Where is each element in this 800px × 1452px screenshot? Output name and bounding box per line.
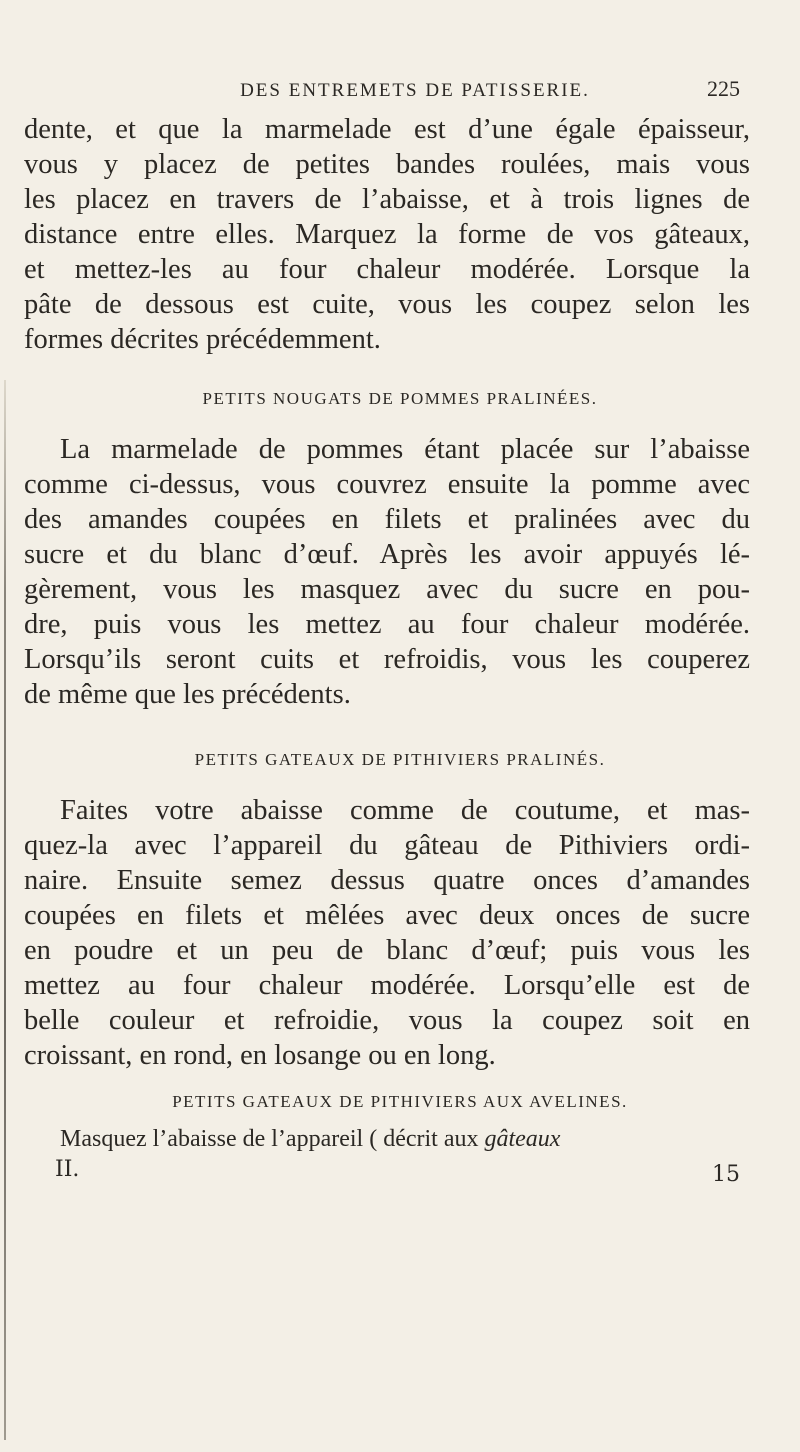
text-line: en poudre et un peu de blanc d’œuf; puis vous les: [24, 935, 750, 966]
text-line: naire. Ensuite semez dessus quatre onces d’amandes: [24, 865, 750, 896]
text-line: pâte de dessous est cuite, vous les coupez selon les: [24, 289, 750, 320]
text-line: les placez en travers de l’abaisse, et à trois lignes de: [24, 184, 750, 215]
signature-mark: II.: [55, 1157, 80, 1182]
text-line: croissant, en rond, en losange ou en long.: [24, 1040, 496, 1071]
text-line: Masquez l’abaisse de l’appareil ( décrit aux: [60, 1126, 485, 1152]
text-line: Faites votre abaisse comme de coutume, et mas-: [60, 795, 750, 826]
text-line: belle couleur et refroidie, vous la coupez soit en: [24, 1005, 750, 1036]
italic-word: gâteaux: [484, 1126, 561, 1152]
text-line: vous y placez de petites bandes roulées, mais vous: [24, 149, 750, 180]
text-line: La marmelade de pommes étant placée sur l’abaisse: [60, 434, 750, 465]
pithiviers-pralines-paragraph: [24, 793, 750, 1073]
text-line: des amandes coupées en filets et pralinées avec du: [24, 504, 750, 535]
page-gutter-shadow: [4, 380, 6, 1440]
text-line: et mettez-les au four chaleur modérée. Lorsque la: [24, 254, 750, 285]
nougats-paragraph: [24, 432, 750, 712]
text-line: quez-la avec l’appareil du gâteau de Pithiviers ordi-: [24, 830, 750, 861]
text-line: dente, et que la marmelade est d’une égale épaisseur,: [24, 114, 750, 145]
text-line: Lorsqu’ils seront cuits et refroidis, vous les couperez: [24, 644, 750, 675]
intro-paragraph: [24, 112, 750, 357]
text-line: de même que les précédents.: [24, 679, 351, 710]
page-number: 225: [707, 76, 740, 101]
text-line: distance entre elles. Marquez la forme de vos gâteaux,: [24, 219, 750, 250]
section-title-pithiviers-avelines: PETITS GATEAUX DE PITHIVIERS AUX AVELINES.: [172, 1092, 628, 1111]
text-line: formes décrites précédemment.: [24, 324, 381, 355]
running-title: DES ENTREMETS DE PATISSERIE.: [240, 80, 590, 101]
section-title-pithiviers-pralines: PETITS GATEAUX DE PITHIVIERS PRALINÉS.: [194, 750, 606, 769]
text-line: gèrement, vous les masquez avec du sucre en pou-: [24, 574, 750, 605]
text-line: coupées en filets et mêlées avec deux onces de sucre: [24, 900, 750, 931]
text-line: sucre et du blanc d’œuf. Après les avoir appuyés lé-: [24, 539, 750, 570]
text-line: comme ci-dessus, vous couvrez ensuite la pomme avec: [24, 469, 750, 500]
section-title-nougats: PETITS NOUGATS DE POMMES PRALINÉES.: [202, 389, 598, 408]
text-line: mettez au four chaleur modérée. Lorsqu’elle est de: [24, 970, 750, 1001]
avelines-paragraph: [24, 1122, 750, 1157]
sheet-number: 15: [712, 1162, 740, 1187]
text-line: dre, puis vous les mettez au four chaleur modérée.: [24, 609, 750, 640]
